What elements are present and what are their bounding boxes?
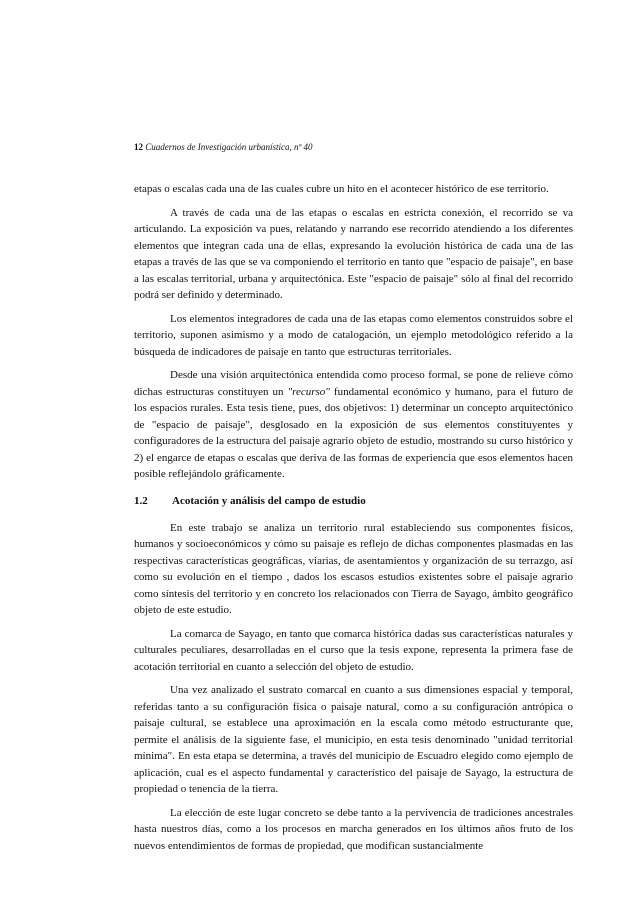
paragraph: En este trabajo se analiza un territorio rural estableciendo sus componentes físicos, humanos y socioeconómicos y cómo su paisaje es reflejo de dichas componentes plasmadas en las respectivas características geográficas, viarias, de asentamientos y organización de su terrazgo, así como su evolución en el tiempo , dados los escasos estudios existentes sobre el paisaje agrario como síntesis del territorio y en concreto los relacionados con Tierra de Sayago, ámbito geográfico objeto de este estudio. <box>134 521 573 616</box>
paragraph-text: Desde una visión arquitectónica entendida como proceso formal, se pone de relieve cómo dichas estructuras constituyen un <box>134 369 573 398</box>
page-number: 12 <box>134 142 143 152</box>
paragraph: La elección de este lugar concreto se debe tanto a la pervivencia de tradiciones ancestrales hasta nuestros días, como a los procesos en marcha generados en los últimos años fruto de los nuevos entendimientos de formas de propiedad, que modifican sustancialmente <box>134 806 573 852</box>
paragraph: La comarca de Sayago, en tanto que comarca histórica dadas sus características naturales y culturales peculiares, desarrolladas en el curso que la tesis expone, representa la primera fase de acotación territorial en cuanto a selección del objeto de estudio. <box>134 627 573 673</box>
paragraph: Una vez analizado el sustrato comarcal en cuanto a sus dimensiones espacial y temporal, referidas tanto a su configuración física o paisaje natural, como a su configuración antrópica o paisaje cultural, se establece una aproximación en la escala como método estructurante que, permite el análisis de la siguiente fase, el municipio, en esta tesis denominado "unidad territorial mínima". En esta etapa se determina, a través del municipio de Escuadro elegido como ejemplo de aplicación, cual es el aspecto fundamental y característico del paisaje de Sayago, la estructura de propiedad o tenencia de la tierra. <box>134 684 573 795</box>
running-header <box>134 141 313 153</box>
paragraph <box>134 367 573 483</box>
paragraph: Los elementos integradores de cada una de las etapas como elementos construidos sobre el territorio, suponen asimismo y a modo de catalogación, un ejemplo metodológico referido a la búsqueda de indicadores de paisaje en tanto que estructuras territoriales. <box>134 312 573 358</box>
paragraph: etapas o escalas cada una de las cuales cubre un hito en el acontecer histórico de ese territorio. <box>134 183 549 195</box>
paragraph: A través de cada una de las etapas o escalas en estricta conexión, el recorrido se va articulando. La exposición va pues, relatando y narrando ese recorrido atendiendo a los diferentes elementos que integran cada una de ellas, expresando la evolución histórica de cada una de las etapas a través de las que se va componiendo el territorio en tanto que "espacio de paisaje", en base a las escalas territorial, urbana y arquitectónica. Este "espacio de paisaje" sólo al final del recorrido podrá ser definido y determinado. <box>134 206 573 301</box>
section-number: 1.2 <box>134 494 148 507</box>
paragraph-text: fundamental económico y humano, para el futuro de los espacios rurales. Esta tesis tiene, pues, dos objetivos: 1) determinar un concepto arquitectónico de "espacio de paisaje", desglosado en la exposición de sus elementos constituyentes y configuradores de la estructura del paisaje agrario objeto de estudio, mostrando su curso histórico y 2) el engarce de etapas o escalas que deriva de las formas de experiencia que esos elementos hacen posible reflejándolo gráficamente. <box>134 385 573 480</box>
body-text <box>134 181 573 861</box>
emphasis-recurso: "recurso" <box>287 385 330 398</box>
section-heading <box>134 493 573 509</box>
section-title: Acotación y análisis del campo de estudio <box>172 494 366 507</box>
journal-title: Cuadernos de Investigación urbanística, nº 40 <box>145 142 313 152</box>
